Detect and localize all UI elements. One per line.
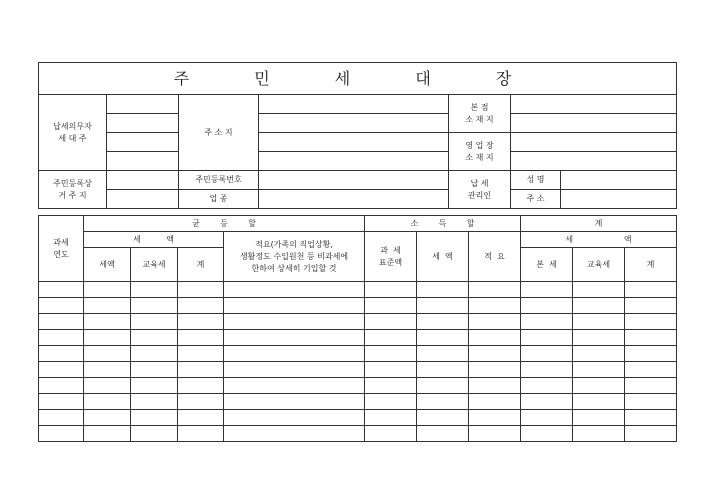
taxpayer-field-2[interactable] [107, 114, 179, 133]
cell[interactable] [84, 314, 131, 330]
cell[interactable] [84, 410, 131, 426]
cell[interactable] [417, 282, 469, 298]
total-sub-total [625, 248, 677, 282]
cell[interactable] [131, 298, 178, 314]
cell[interactable] [39, 362, 84, 378]
cell[interactable] [365, 330, 417, 346]
table-row [39, 282, 677, 298]
cell[interactable] [131, 410, 178, 426]
manager-address-label [511, 190, 561, 209]
business-place-label [449, 133, 511, 171]
cell[interactable] [224, 298, 365, 314]
cell[interactable] [625, 298, 677, 314]
tax-manager-label-line1: 납 세 [470, 178, 489, 188]
equal-sub-total [178, 248, 224, 282]
cell[interactable] [625, 426, 677, 442]
cell[interactable] [39, 314, 84, 330]
cell[interactable] [224, 426, 365, 442]
cell[interactable] [84, 362, 131, 378]
cell[interactable] [39, 410, 84, 426]
business-type-label-text: 업 종 [209, 194, 228, 203]
cell[interactable] [417, 298, 469, 314]
cell[interactable] [469, 282, 521, 298]
cell[interactable] [224, 330, 365, 346]
cell[interactable] [224, 378, 365, 394]
total-sub-total-text: 계 [646, 259, 655, 269]
cell[interactable] [417, 330, 469, 346]
cell[interactable] [625, 362, 677, 378]
cell[interactable] [573, 314, 625, 330]
cell[interactable] [178, 314, 224, 330]
cell[interactable] [39, 346, 84, 362]
cell[interactable] [84, 346, 131, 362]
cell[interactable] [625, 394, 677, 410]
table-row [39, 378, 677, 394]
cell[interactable] [521, 378, 573, 394]
id-number-field[interactable] [259, 171, 449, 190]
cell[interactable] [469, 346, 521, 362]
cell[interactable] [39, 330, 84, 346]
equal-tax-amount-text: 세 액 [133, 234, 174, 244]
cell[interactable] [625, 378, 677, 394]
taxpayer-label-line1: 납세의무자 [53, 121, 92, 131]
cell[interactable] [131, 378, 178, 394]
income-note-header-text: 적 요 [484, 251, 505, 261]
equal-sub-edu-text: 교육세 [142, 259, 166, 269]
registered-field-1[interactable] [107, 171, 179, 190]
cell[interactable] [469, 314, 521, 330]
cell[interactable] [224, 346, 365, 362]
cell[interactable] [84, 330, 131, 346]
table-row [39, 298, 677, 314]
cell[interactable] [131, 282, 178, 298]
cell[interactable] [39, 378, 84, 394]
income-tax-header [417, 232, 469, 282]
cell[interactable] [131, 314, 178, 330]
page-title [39, 63, 677, 95]
registered-label-line2: 거 주 지 [58, 190, 87, 200]
cell[interactable] [625, 346, 677, 362]
cell[interactable] [178, 362, 224, 378]
cell[interactable] [417, 314, 469, 330]
equal-sub-tax [84, 248, 131, 282]
cell[interactable] [178, 394, 224, 410]
cell[interactable] [521, 410, 573, 426]
branch-label-line1: 본 점 [470, 102, 489, 112]
cell[interactable] [39, 394, 84, 410]
address-field-2[interactable] [259, 114, 449, 133]
business-place-label-line2: 소 재 지 [465, 152, 494, 162]
equal-sub-edu [131, 248, 178, 282]
manager-address-label-text: 주 소 [526, 194, 545, 203]
id-number-label-text: 주민등록번호 [195, 175, 242, 184]
equal-tax-amount-header [84, 232, 224, 248]
cell[interactable] [84, 282, 131, 298]
cell[interactable] [573, 362, 625, 378]
cell[interactable] [521, 314, 573, 330]
name-label-text: 성 명 [526, 175, 545, 184]
cell[interactable] [224, 394, 365, 410]
table-row [39, 394, 677, 410]
year-header-line1: 과세 [53, 237, 69, 247]
cell[interactable] [573, 282, 625, 298]
table-row [39, 314, 677, 330]
cell[interactable] [625, 282, 677, 298]
branch-field-2[interactable] [511, 114, 677, 133]
cell[interactable] [178, 410, 224, 426]
business-place-field-2[interactable] [511, 152, 677, 171]
address-field-4[interactable] [259, 152, 449, 171]
total-sub-main [521, 248, 573, 282]
total-header [521, 216, 677, 232]
cell[interactable] [625, 314, 677, 330]
cell[interactable] [131, 394, 178, 410]
cell[interactable] [178, 426, 224, 442]
cell[interactable] [469, 426, 521, 442]
manager-address-field[interactable] [561, 190, 677, 209]
equal-header [84, 216, 365, 232]
income-header [365, 216, 521, 232]
cell[interactable] [365, 378, 417, 394]
cell[interactable] [224, 282, 365, 298]
title-text: 주 민 세 대 장 [173, 68, 542, 88]
total-tax-header-text: 세 액 [565, 234, 632, 244]
cell[interactable] [178, 378, 224, 394]
cell[interactable] [469, 298, 521, 314]
cell[interactable] [625, 410, 677, 426]
note-header-line1: 적요(가족의 직업상황, [255, 239, 333, 249]
cell[interactable] [573, 426, 625, 442]
total-sub-main-text: 본 세 [536, 259, 557, 269]
cell[interactable] [365, 298, 417, 314]
cell[interactable] [417, 346, 469, 362]
income-tax-header-text: 세 액 [432, 251, 453, 261]
cell[interactable] [573, 378, 625, 394]
cell[interactable] [365, 314, 417, 330]
cell[interactable] [469, 330, 521, 346]
table-row [39, 346, 677, 362]
cell[interactable] [573, 330, 625, 346]
cell[interactable] [625, 330, 677, 346]
cell[interactable] [131, 362, 178, 378]
business-place-field-1[interactable] [511, 133, 677, 152]
cell[interactable] [131, 330, 178, 346]
cell[interactable] [521, 346, 573, 362]
cell[interactable] [84, 394, 131, 410]
cell[interactable] [469, 378, 521, 394]
cell[interactable] [521, 330, 573, 346]
equal-header-text: 균 등 할 [192, 218, 256, 228]
cell[interactable] [417, 394, 469, 410]
tax-table [38, 215, 677, 442]
registered-address-label [39, 171, 107, 209]
note-header-line2: 생활정도 수입원천 등 비과세에 [239, 251, 349, 261]
cell[interactable] [469, 410, 521, 426]
cell[interactable] [39, 282, 84, 298]
year-header [39, 216, 84, 282]
table-row [39, 330, 677, 346]
taxpayer-field-1[interactable] [107, 95, 179, 114]
registered-field-2[interactable] [107, 190, 179, 209]
cell[interactable] [365, 362, 417, 378]
total-header-text: 계 [594, 218, 603, 228]
cell[interactable] [573, 346, 625, 362]
address-label [179, 95, 259, 171]
cell[interactable] [365, 282, 417, 298]
tax-manager-label [449, 171, 511, 209]
cell[interactable] [178, 282, 224, 298]
cell[interactable] [417, 410, 469, 426]
business-type-label [179, 190, 259, 209]
cell[interactable] [365, 410, 417, 426]
cell[interactable] [224, 314, 365, 330]
cell[interactable] [178, 298, 224, 314]
cell[interactable] [224, 410, 365, 426]
total-tax-header [521, 232, 677, 248]
taxpayer-label-line2: 세 대 주 [58, 133, 87, 143]
cell[interactable] [39, 298, 84, 314]
equal-sub-tax-text: 세액 [99, 259, 115, 269]
name-field[interactable] [561, 171, 677, 190]
cell[interactable] [84, 378, 131, 394]
cell[interactable] [131, 346, 178, 362]
cell[interactable] [84, 426, 131, 442]
total-sub-edu [573, 248, 625, 282]
cell[interactable] [365, 394, 417, 410]
tax-base-header [365, 232, 417, 282]
registered-label-line1: 주민등록상 [53, 178, 92, 188]
address-label-text: 주 소 지 [204, 127, 233, 137]
tax-manager-label-line2: 관리인 [467, 190, 492, 200]
cell[interactable] [521, 282, 573, 298]
branch-label-line2: 소 재 지 [465, 114, 494, 124]
address-field-1[interactable] [259, 95, 449, 114]
tax-base-header-line2: 표준액 [378, 257, 403, 267]
note-header-line3: 한하여 상세히 기입할 것 [251, 263, 337, 273]
address-field-3[interactable] [259, 133, 449, 152]
income-header-text: 소 득 할 [410, 218, 475, 228]
cell[interactable] [417, 378, 469, 394]
name-label [511, 171, 561, 190]
cell[interactable] [469, 362, 521, 378]
note-header [224, 232, 365, 282]
tax-base-header-line1: 과 세 [380, 245, 401, 255]
branch-label [449, 95, 511, 133]
table-row [39, 410, 677, 426]
cell[interactable] [521, 298, 573, 314]
branch-field-1[interactable] [511, 95, 677, 114]
cell[interactable] [469, 394, 521, 410]
cell[interactable] [365, 426, 417, 442]
cell[interactable] [521, 362, 573, 378]
id-number-label [179, 171, 259, 190]
business-place-label-line1: 영 업 장 [465, 140, 494, 150]
header-form [38, 62, 677, 209]
cell[interactable] [417, 426, 469, 442]
cell[interactable] [521, 426, 573, 442]
table-row [39, 362, 677, 378]
cell[interactable] [573, 410, 625, 426]
cell[interactable] [178, 330, 224, 346]
total-sub-edu-text: 교육세 [586, 259, 611, 269]
cell[interactable] [39, 426, 84, 442]
year-header-line2: 연도 [53, 249, 69, 259]
cell[interactable] [573, 298, 625, 314]
cell[interactable] [573, 394, 625, 410]
equal-sub-total-text: 계 [196, 259, 205, 269]
cell[interactable] [417, 362, 469, 378]
taxpayer-field-3[interactable] [107, 133, 179, 152]
business-type-field[interactable] [259, 190, 449, 209]
income-note-header [469, 232, 521, 282]
cell[interactable] [521, 394, 573, 410]
cell[interactable] [224, 362, 365, 378]
cell[interactable] [84, 298, 131, 314]
cell[interactable] [178, 346, 224, 362]
cell[interactable] [365, 346, 417, 362]
taxpayer-field-4[interactable] [107, 152, 179, 171]
table-row [39, 426, 677, 442]
cell[interactable] [131, 426, 178, 442]
taxpayer-label [39, 95, 107, 171]
